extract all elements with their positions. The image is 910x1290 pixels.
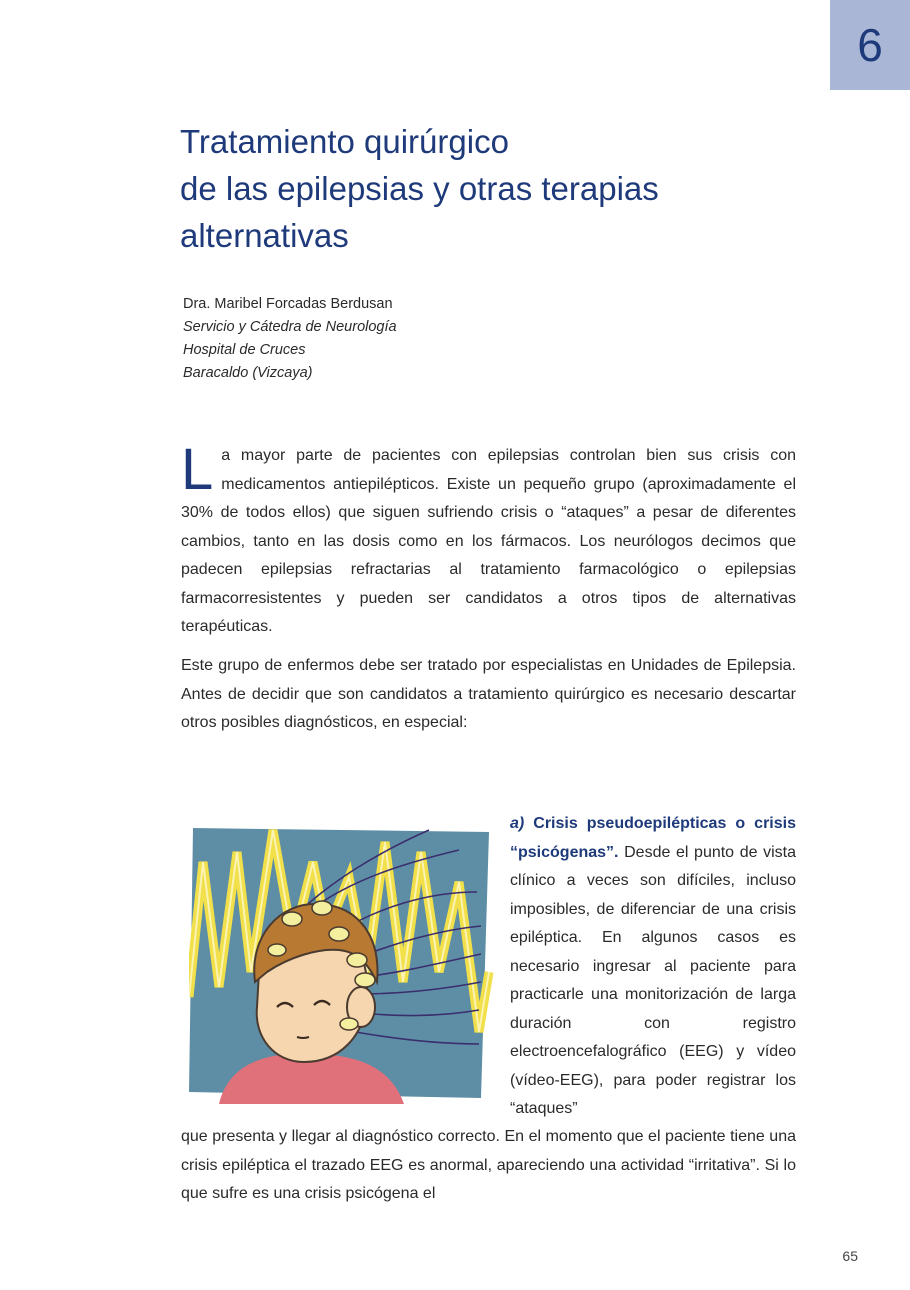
author-hospital: Hospital de Cruces — [183, 342, 306, 358]
page-number: 65 — [842, 1248, 858, 1264]
section-a-continuation: que presenta y llegar al diagnóstico correcto. En el momento que el paciente tiene una crisis epiléptica el trazado EEG es anormal, apareciendo una actividad “irritativa”. Si lo que sufre es una crisis psicógena el — [181, 1128, 796, 1202]
chapter-title — [180, 118, 840, 259]
chapter-number-tab: 6 — [830, 0, 910, 90]
child-with-eeg-electrodes-illustration — [189, 822, 495, 1104]
title-line: alternativas — [180, 217, 349, 254]
title-line: de las epilepsias y otras terapias — [180, 170, 659, 207]
section-a-heading-text: Crisis pseudoepilépticas o crisis “psicógenas”. — [510, 815, 796, 861]
intro-paragraph-text: a mayor parte de pacientes con epilepsias controlan bien sus crisis con medicamentos antiepilépticos. Existe un pequeño grupo (aproximadamente el 30% de todos ellos) que siguen sufriendo crisis o “ataques” a pesar de diferentes cambios, tanto en las dosis como en los fármacos. Los neurólogos decimos que padecen epilepsias refractarias al tratamiento farmacológico o epilepsias farmacorresistentes y pueden ser candidatos a otros tipos de alternativas terapéuticas. — [181, 447, 796, 635]
author-name: Dra. Maribel Forcadas Berdusan — [183, 296, 393, 312]
second-paragraph: Este grupo de enfermos debe ser tratado por especialistas en Unidades de Epilepsia. Antes de decidir que son candidatos a tratamiento quirúrgico es necesario descartar otros posibles diagnósticos, en especial: — [181, 657, 796, 731]
author-block — [183, 293, 397, 385]
intro-paragraph — [181, 437, 796, 642]
section-a-paragraph — [510, 810, 796, 1124]
section-a-marker: a) — [510, 815, 525, 832]
title-line: Tratamiento quirúrgico — [180, 123, 509, 160]
section-a-text-beside: Desde el punto de vista clínico a veces son difíciles, incluso imposibles, de diferenciar de una crisis epiléptica. En algunos casos es necesario ingresar al paciente para practicarle una monitorización de larga duración con registro electroencefalográfico (EEG) y vídeo (vídeo-EEG), para poder registrar los “ataques” — [510, 843, 797, 1117]
author-location: Baracaldo (Vizcaya) — [183, 365, 313, 381]
author-department: Servicio y Cátedra de Neurología — [183, 319, 397, 335]
drop-cap: L — [181, 437, 214, 502]
